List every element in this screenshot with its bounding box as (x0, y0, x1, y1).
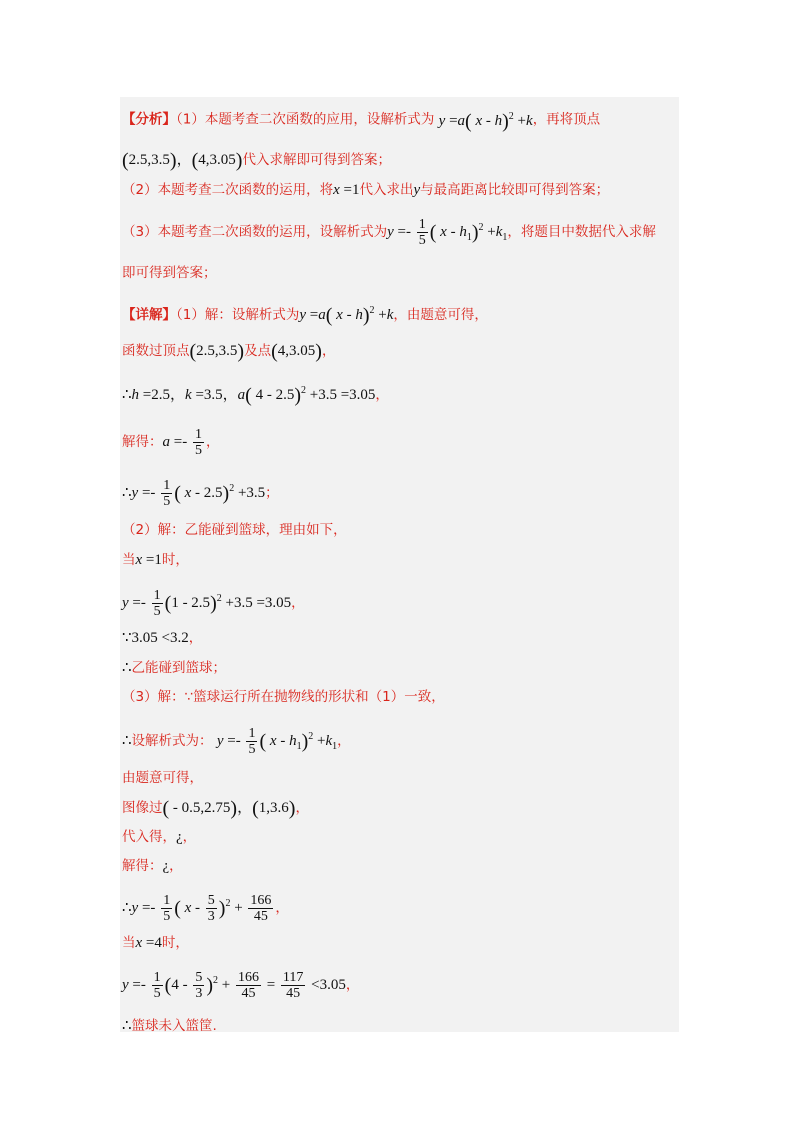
detail-text-20: 篮球未入篮筐. (131, 1018, 217, 1034)
therefore-symbol-3: ∴ (122, 1018, 132, 1034)
detail-bracket: 【详解】 (122, 307, 176, 323)
detail-mid-2: 及点 (244, 343, 272, 359)
formula-final-calc: y =- $\frac{1}{5}$ (4 - $\frac{5}{3}$ )$^2$ + $\frac{166}{45}$ = $\frac{117}{45}$ <3.05 (122, 970, 346, 1002)
detail-line-20 (122, 1015, 217, 1037)
formula-part3-result: ∴y =- $\frac{1}{5}$ ( x - $\frac{5}{3}$ )$^2$ + $\frac{166}{45}$ (122, 893, 272, 925)
detail-text-7: 当 (122, 552, 136, 568)
detail-line-11: （3）解：∵篮球运行所在抛物线的形状和（1）一致， (122, 689, 445, 705)
detail-line-12 (122, 726, 351, 758)
analysis-text-3: （2）本题考查二次函数的运用，将 (122, 182, 334, 198)
detail-tail-8: ， (291, 595, 305, 611)
missing-glyph: ¿ (176, 829, 183, 845)
detail-text-18: 当 (122, 935, 136, 951)
detail-line-9 (122, 627, 202, 649)
therefore-symbol-2: ∴ (122, 733, 132, 749)
analysis-text-1: （1）本题考查二次函数的应用，设解析式为 (176, 111, 435, 128)
formula-part3-setup: y =- $\frac{1}{5}$ ( $x - h_1)^2 +k_1$ (216, 726, 338, 758)
detail-line-6: （2）解：乙能碰到篮球，理由如下， (122, 522, 347, 538)
formula-points: ( - 0.5,2.75)，(1,3.6) (162, 797, 296, 820)
analysis-text-4: （3）本题考查二次函数的运用，设解析式为 (122, 224, 388, 240)
formula-x1: x =1 (333, 182, 360, 198)
analysis-tail-1: ，再将顶点 (532, 111, 601, 128)
detail-tail-1: ，由题意可得， (393, 307, 488, 323)
detail-text-4: 解得： (122, 433, 163, 450)
detail-tail-17: ， (275, 900, 289, 916)
detail-line-10 (122, 657, 226, 679)
analysis-line-2 (122, 149, 391, 172)
detail-tail-9: ， (188, 630, 203, 646)
detail-tail-14: ， (295, 800, 309, 816)
formula-part2-calc: y =- $\frac{1}{5}$ (1 - 2.5)$^2$ +3.5 =3.05 (122, 588, 292, 620)
vertex-points: (2.5,3.5)，(4,3.05) (122, 149, 243, 172)
analysis-line-4 (122, 217, 656, 249)
detail-line-19 (122, 970, 359, 1001)
detail-text-10: 乙能碰到篮球； (131, 660, 227, 676)
formula-x-eq-1: x =1 (135, 552, 162, 568)
formula-general-2: y =a( x - h)$^2$ +k (299, 304, 394, 327)
analysis-tail-3: 与最高距离比较即可得到答案； (420, 182, 610, 198)
point-second: (4,3.05) (271, 340, 322, 363)
detail-tail-16: ， (169, 858, 183, 874)
detail-tail-7: 时， (161, 552, 189, 568)
detail-tail-12: ， (337, 733, 351, 749)
detail-text-1: （1）解：设解析式为 (176, 307, 300, 323)
detail-tail-4: ， (205, 433, 220, 450)
detail-line-18 (122, 932, 189, 954)
analysis-line-1 (122, 106, 600, 133)
analysis-tail-4: ，将题目中数据代入求解 (507, 224, 656, 240)
analysis-line-3 (122, 179, 609, 201)
formula-shifted: y =- $\frac{1}{5}$ ( $x - h_1)^2 +k_1$ (387, 217, 508, 249)
detail-text-14: 图像过 (122, 800, 163, 816)
detail-line-17 (122, 893, 289, 924)
detail-line-15 (122, 826, 196, 848)
detail-text-16: 解得： (122, 858, 163, 874)
detail-tail-3: ， (375, 387, 389, 403)
detail-tail-19: ， (345, 977, 360, 993)
detail-line-5 (122, 478, 279, 509)
detail-tail-2: ， (321, 343, 336, 359)
detail-line-1 (122, 300, 488, 327)
detail-line-16 (122, 855, 183, 877)
detail-line-13: 由题意可得， (122, 770, 203, 786)
detail-line-14 (122, 797, 309, 820)
point-vertex: (2.5,3.5) (189, 340, 245, 363)
analysis-line-5: 即可得到答案； (122, 265, 217, 281)
formula-part1-result: ∴y =- $\frac{1}{5}$ ( x - 2.5)$^2$ +3.5 (122, 478, 266, 510)
formula-a-value: a =- $\frac{1}{5}$ (162, 427, 202, 458)
detail-tail-15: ， (182, 829, 197, 845)
analysis-bracket: 【分析】 (122, 111, 176, 128)
formula-compare: ∵3.05 <3.2 (122, 630, 189, 646)
formula-general: y =a( x - h)$^2$ +k (438, 110, 533, 133)
analysis-mid-3: 代入求出 (359, 182, 414, 198)
detail-line-7 (122, 549, 189, 571)
formula-y: y (413, 182, 421, 198)
detail-tail-18: 时， (161, 935, 189, 951)
formula-x-eq-4: x =4 (135, 935, 162, 951)
detail-line-4 (122, 427, 219, 458)
therefore-symbol: ∴ (122, 660, 132, 676)
formula-substitution: ∴h =2.5，k =3.5，a( 4 - 2.5)$^2$ +3.5 =3.05 (122, 384, 376, 407)
detail-line-3 (122, 380, 389, 407)
analysis-tail-2: 代入求解即可得到答案； (242, 152, 391, 168)
detail-line-8 (122, 588, 305, 619)
detail-tail-5: ； (265, 485, 279, 501)
detail-text-12: 设解析式为： (131, 733, 213, 749)
missing-glyph-2: ¿ (162, 858, 170, 874)
detail-text-15: 代入得， (122, 829, 176, 845)
detail-text-2: 函数过顶点 (122, 343, 190, 359)
detail-line-2 (122, 340, 335, 363)
